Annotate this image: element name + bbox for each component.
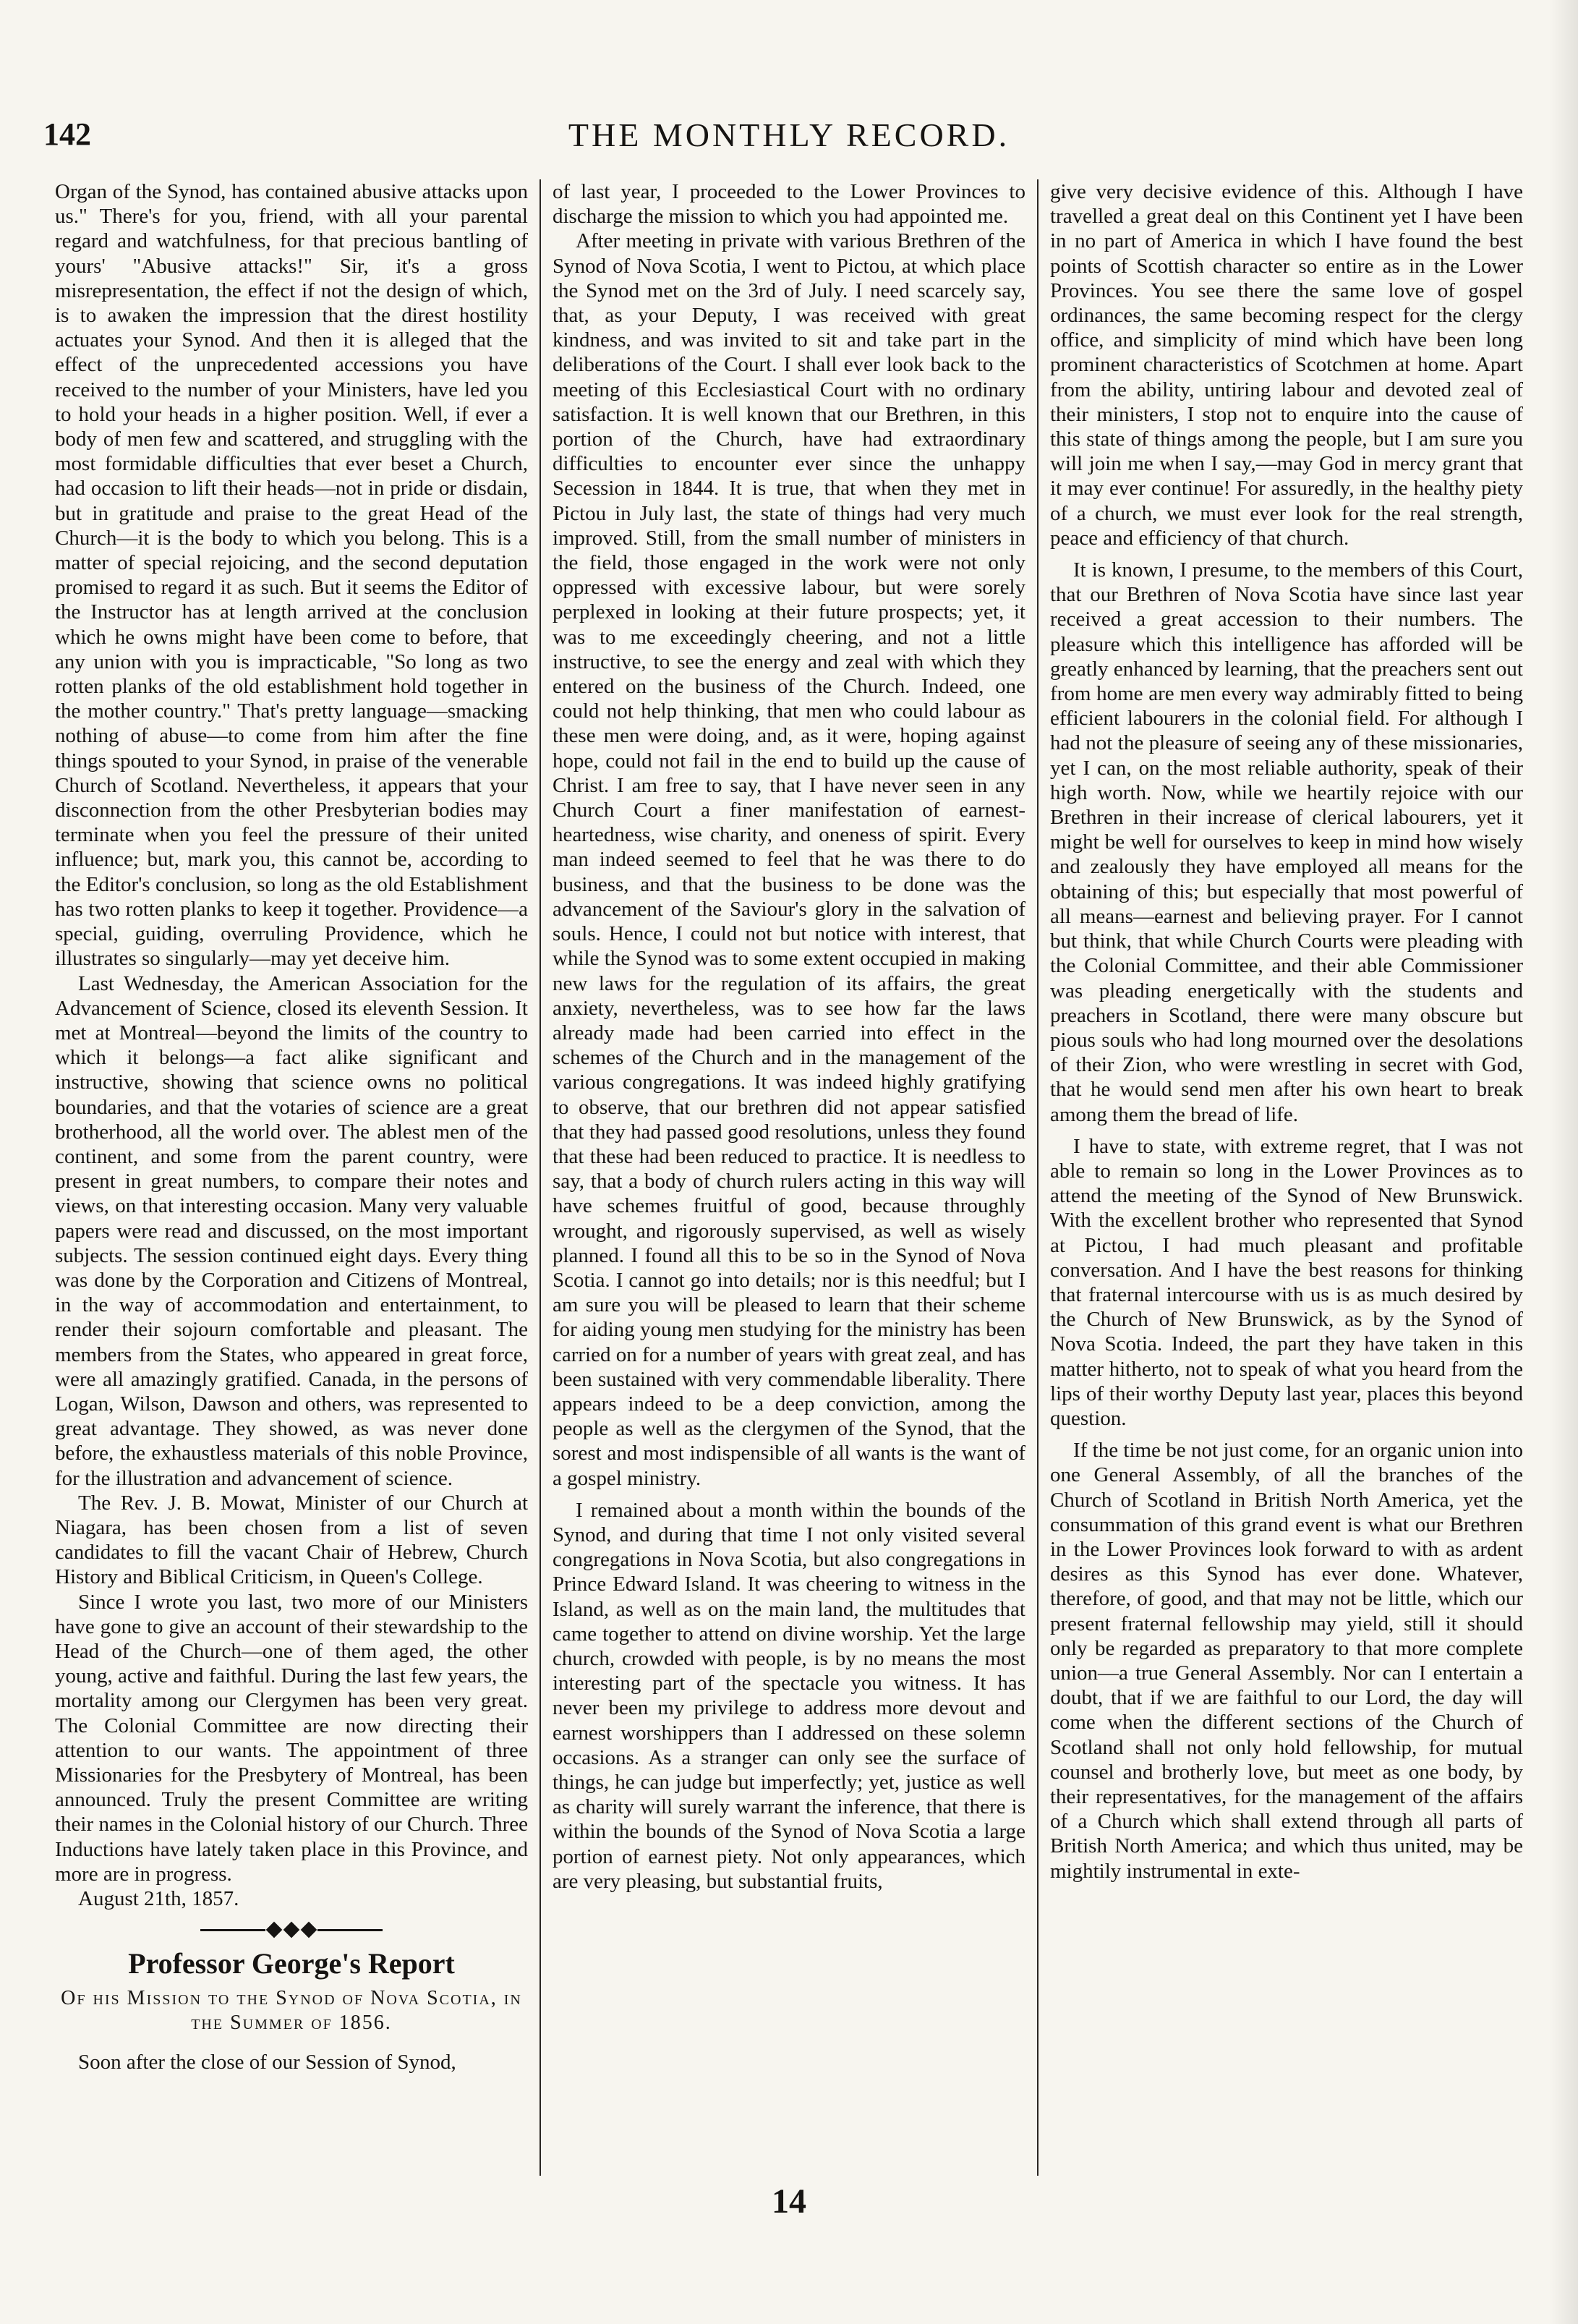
- paragraph: After meeting in private with various Brethren of the Synod of Nova Scotia, I went to Pictou, at which place the Synod met on the 3rd of July. I need scarcely say, that, as your Deputy, I was received with great kindness, and was invited to sit and take part in the deliberations of the Court. I shall ever look back to the meeting of this Ecclesiastical Court with no ordinary satisfaction. It is well known that our Brethren, in this portion of the Church, have had extraordinary difficulties to encounter ever since the unhappy Secession in 1844. It is true, that when they met in Pictou in July last, the state of things had very much improved. Still, from the small number of ministers in the field, those engaged in the work were not only oppressed with excessive labour, but were sorely perplexed in looking at their future prospects; yet, it was to me exceedingly cheering, and not a little instructive, to see the energy and zeal with which they entered on the business of the Church. Indeed, one could not help thinking, that men who could labour as these men were doing, and, as it were, hoping against hope, could not fail in the end to build up the cause of Christ. I am free to say, that I have never seen in any Church Court a finer manifestation of earnest-heartedness, wise charity, and oneness of spirit. Every man indeed seemed to feel that he was there to do business, and that the business to be done was the advancement of the Saviour's glory in the salvation of souls. Hence, I could not but notice with interest, that while the Synod was to some extent occupied in making new laws for the regulation of its affairs, the great anxiety, nevertheless, was to see how far the laws already made had been carried into effect in the schemes of the Church and in the management of the various congregations. It was indeed highly gratifying to observe, that our brethren did not appear satisfied that they had passed good resolutions, unless they found that these had been reduced to practice. It is needless to say, that a body of church rulers acting in this way will have schemes fruitful of good, because throughly wrought, and rigorously supervised, as well as wisely planned. I found all this to be so in the Synod of Nova Scotia. I cannot go into details; nor is this needful; but I am sure you will be pleased to learn that their scheme for aiding young men studying for the ministry has been carried on for a number of years with great zeal, and has been sustained with very commendable liberality. There appears indeed to be a deep conviction, among the people as well as the clergymen of the Synod, that the sorest and most indispensible of all wants is the want of a gospel ministry.: [553, 229, 1025, 1490]
- page-header: [43, 116, 1535, 166]
- page-number: 142: [43, 116, 91, 152]
- column-2: [539, 179, 1037, 2176]
- text-columns: [43, 179, 1535, 2176]
- paragraph: It is known, I presume, to the members of this Court, that our Brethren of Nova Scotia have since last year received a great accession to their numbers. The pleasure which this intelligence has afforded will be greatly enhanced by learning, that the preachers sent out from home are men every way admirably fitted to being efficient labourers in the colonial field. For although I had not the pleasure of seeing any of these missionaries, yet I can, on the most reliable authority, speak of their high worth. Now, while we heartily rejoice with our Brethren in their increase of clerical labourers, yet it might be well for ourselves to keep in mind how wisely and zealously they have employed all means for the obtaining of this; but especially that most powerful of all means—earnest and believing prayer. For I cannot but think, that while Church Courts were pleading with the Colonial Committee, and their able Commissioner was pleading energetically with the students and preachers in Scotland, there were many obscure but pious souls who had long mourned over the desolations of their Zion, who were wrestling in secret with God, that he would send men after his own heart to break among them the bread of life.: [1050, 558, 1523, 1126]
- ornament-divider: [55, 1924, 528, 1936]
- signature-mark: 14: [772, 2182, 806, 2221]
- paragraph: If the time be not just come, for an organic union into one General Assembly, of all the branches of the Church of Scotland in British North America, yet the consummation of this grand event is what our Brethren in the Lower Provinces look forward to with as ardent desires as this Synod has ever done. Whatever, therefore, of good, and that may not be little, which our present fraternal fellowship may yield, still it should only be regarded as preparatory to that more complete union—a true General Assembly. Nor can I entertain a doubt, that if we are faithful to our Lord, the day will come when the different sections of the Church of Scotland shall not only hold fellowship, for mutual counsel and brotherly love, but meet as one body, by their representatives, for the management of the affairs of a Church which shall extend through all parts of British North America; and which thus united, may be mightily instrumental in exte-: [1050, 1439, 1523, 1883]
- diamond-ornament-icon: [301, 1922, 317, 1938]
- paragraph: The Rev. J. B. Mowat, Minister of our Church at Niagara, has been chosen from a list of seven candidates to fill the vacant Chair of Hebrew, Church History and Biblical Criticism, in Queen's College.: [55, 1491, 528, 1589]
- paragraph: of last year, I proceeded to the Lower Provinces to discharge the mission to which you had appointed me.: [553, 180, 1025, 229]
- section-subtitle: Of his Mission to the Synod of Nova Scotia, in the Summer of 1856.: [61, 1987, 522, 2035]
- page-edge-shadow: [1549, 0, 1578, 2324]
- paragraph: give very decisive evidence of this. Although I have travelled a great deal on this Continent yet I have been in no part of America in which I have found the best points of Scottish character so entire as in the Lower Provinces. You see there the same love of gospel ordinances, the same becoming respect for the clergy office, and simplicity of mind which have been long prominent characteristics of Scotchmen at home. Apart from the ability, untiring labour and devoted zeal of their ministers, I stop not to enquire into the cause of this state of things among the people, but I am sure you will join me when I say,—may God in mercy grant that it may ever continue! For assuredly, in the healthy piety of a church, we must ever look for the real strength, peace and efficiency of that church.: [1050, 180, 1523, 550]
- paragraph: Organ of the Synod, has contained abusive attacks upon us." There's for you, friend, with all your parental regard and watchfulness, for that precious bantling of yours' "Abusive attacks!" Sir, it's a gross misrepresentation, the effect if not the design of which, is to awaken the impression that the direst hostility actuates your Synod. And then it is alleged that the effect of the unprecedented accessions you have received to the number of your Ministers, have led you to hold your heads in a higher position. Well, if ever a body of men few and scattered, and struggling with the most formidable difficulties that ever beset a Church, had occasion to lift their heads—not in pride or disdain, but in gratitude and praise to the great Head of the Church—it is the body to which you belong. This is a matter of special rejoicing, and the second deputation promised to regard it as such. But it seems the Editor of the Instructor has at length arrived at the conclusion which he owns might have been come to before, that any union with you is impracticable, "So long as two rotten planks of the old establishment hold together in the mother country." That's pretty language—smacking nothing of abuse—to come from him after the fine things spouted to your Synod, in praise of the venerable Church of Scotland. Nevertheless, it appears that your disconnection from the other Presbyterian bodies may terminate when you feel the pressure of their united influence; but, mark you, this cannot be, according to the Editor's conclusion, so long as the old Establishment has two rotten planks to keep it together. Providence—a special, guiding, overruling Providence, which he illustrates so singularly—may yet deceive him.: [55, 180, 528, 971]
- column-1: [43, 179, 539, 2176]
- paragraph: Last Wednesday, the American Association for the Advancement of Science, closed its eleventh Session. It met at Montreal—beyond the limits of the country to which it belongs—a fact alike significant and instructive, showing that science owns no political boundaries, and that the votaries of science are a great brotherhood, all the world over. The ablest men of the continent, and some from the parent country, were present in great numbers, to compare their notes and views, on that interesting occasion. Many very valuable papers were read and discussed, on the most important subjects. The session continued eight days. Every thing was done by the Corporation and Citizens of Montreal, in the way of accommodation and entertainment, to render their sojourn comfortable and pleasant. The members from the States, who appeared in great force, were all amazingly gratified. Canada, in the persons of Logan, Wilson, Dawson and others, was represented to great advantage. They showed, as was never done before, the exhaustless materials of this noble Province, for the illustration and advancement of science.: [55, 971, 528, 1490]
- section-title: Professor George's Report: [128, 1947, 455, 1980]
- diamond-ornament-icon: [266, 1922, 283, 1938]
- column-3: [1037, 179, 1535, 2176]
- rule-right: [317, 1929, 383, 1931]
- diamond-ornament-icon: [283, 1922, 300, 1938]
- paragraph: I have to state, with extreme regret, that I was not able to remain so long in the Lower Provinces as to attend the meeting of the Synod of New Brunswick. With the excellent brother who represented that Synod at Pictou, I had much pleasant and profitable conversation. And I have the best reasons for thinking that fraternal intercourse with us is as much desired by the Church of New Brunswick, as by the Synod of Nova Scotia. Indeed, the part they have taken in this matter hitherto, not to speak of what you heard from the lips of their worthy Deputy last year, places this beyond question.: [1050, 1134, 1523, 1430]
- paragraph: I remained about a month within the bounds of the Synod, and during that time I not only visited several congregations in Nova Scotia, but also congregations in Prince Edward Island. It was cheering to witness in the Island, as well as on the main land, the multitudes that came together to attend on divine worship. Yet the large church, crowded with people, is by no means the most interesting part of the spectacle you witness. It has never been my privilege to address more devout and earnest worshippers than I addressed on these solemn occasions. As a stranger can only see the surface of things, he can judge but imperfectly; yet, justice as well as charity will surely warrant the inference, that there is within the bounds of the Synod of Nova Scotia a large portion of earnest piety. Not only appearances, which are very pleasing, but substantial fruits,: [553, 1498, 1025, 1893]
- running-title: THE MONTHLY RECORD.: [568, 116, 1010, 153]
- paragraph: Soon after the close of our Session of Synod,: [78, 2051, 456, 2074]
- letter-date: August 21th, 1857.: [78, 1887, 239, 1911]
- paragraph: Since I wrote you last, two more of our Ministers have gone to give an account of their stewardship to the Head of the Church—one of them aged, the other young, active and faithful. During the last few years, the mortality among our Clergymen has been very great. The Colonial Committee are now directing their attention to our wants. The appointment of three Missionaries for the Presbytery of Montreal, has been announced. Truly the present Committee are writing their names in the Colonial history of our Church. Three Inductions have lately taken place in this Province, and more are in progress.: [55, 1590, 528, 1886]
- rule-left: [200, 1929, 265, 1931]
